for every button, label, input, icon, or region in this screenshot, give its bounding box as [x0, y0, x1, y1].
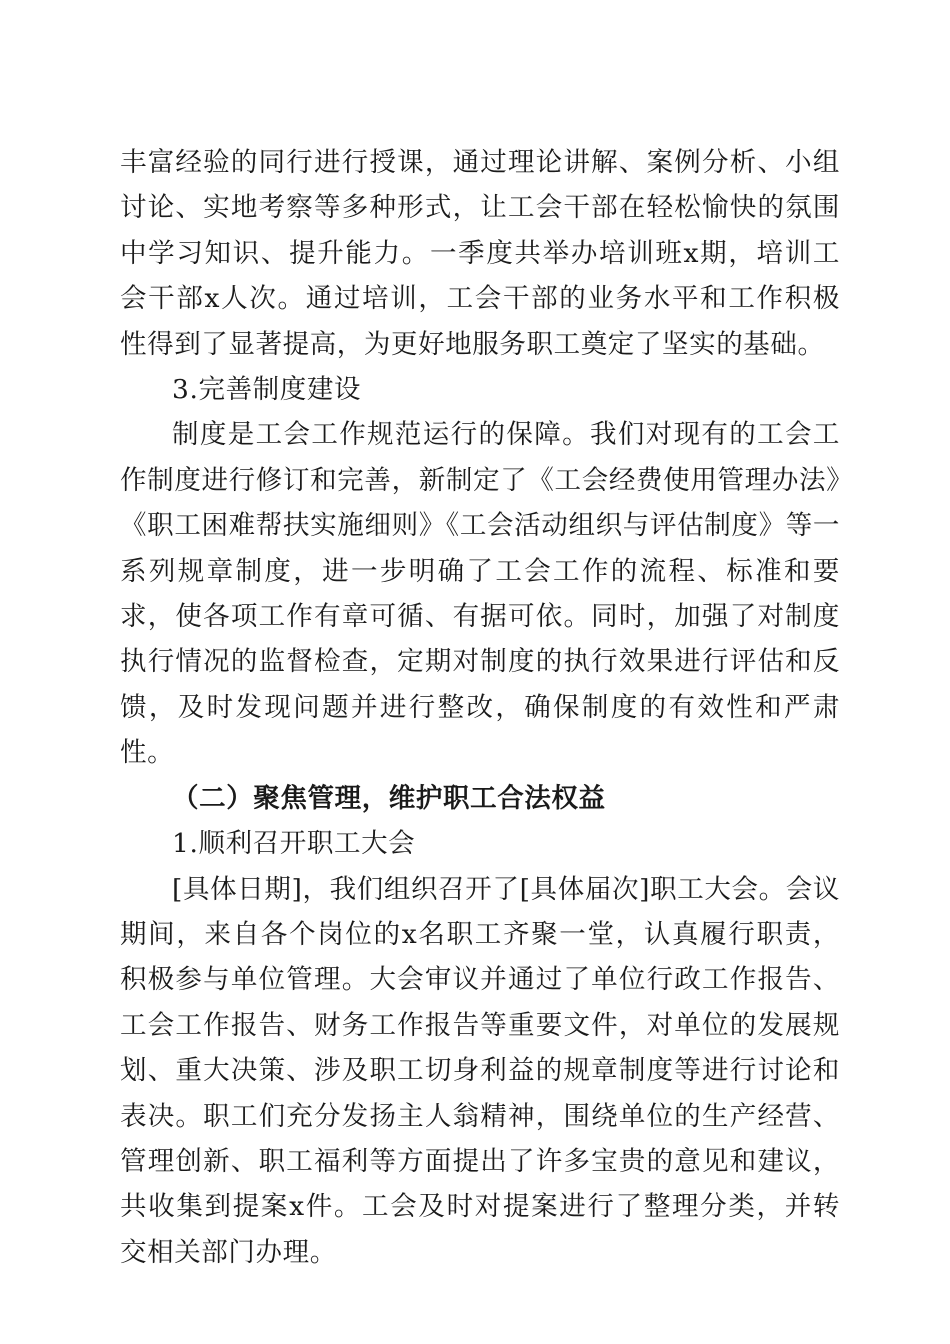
subheading-staff-congress: 1.顺利召开职工大会 — [172, 828, 416, 860]
subheading-institution-building: 3.完善制度建设 — [172, 374, 362, 406]
paragraph-training-continued: 丰富经验的同行进行授课，通过理论讲解、案例分析、小组讨论、实地考察等多种形式，让工会干部在轻松愉快的氛围中学习知识、提升能力。一季度共举办培训班x期，培训工会干部x人次。通过培训，工会干部的业务水平和工作积极性得到了显著提高，为更好地服务职工奠定了坚实的基础。 — [120, 147, 840, 360]
section-heading-management: （二）聚焦管理，维护职工合法权益 — [172, 782, 606, 814]
paragraph-institution-building: 制度是工会工作规范运行的保障。我们对现有的工会工作制度进行修订和完善，新制定了《工会经费使用管理办法》《职工困难帮扶实施细则》《工会活动组织与评估制度》等一系列规章制度，进一步明确了工会工作的流程、标准和要求，使各项工作有章可循、有据可依。同时，加强了对制度执行情况的监督检查，定期对制度的执行效果进行评估和反馈，及时发现问题并进行整改，确保制度的有效性和严肃性。 — [120, 419, 840, 769]
paragraph-staff-congress: [具体日期]，我们组织召开了[具体届次]职工大会。会议期间，来自各个岗位的x名职工齐聚一堂，认真履行职责，积极参与单位管理。大会审议并通过了单位行政工作报告、工会工作报告、财务工作报告等重要文件，对单位的发展规划、重大决策、涉及职工切身利益的规章制度等进行讨论和表决。职工们充分发扬主人翁精神，围绕单位的生产经营、管理创新、职工福利等方面提出了许多宝贵的意见和建议，共收集到提案x件。工会及时对提案进行了整理分类，并转交相关部门办理。 — [120, 873, 840, 1268]
document-body — [120, 140, 840, 1275]
